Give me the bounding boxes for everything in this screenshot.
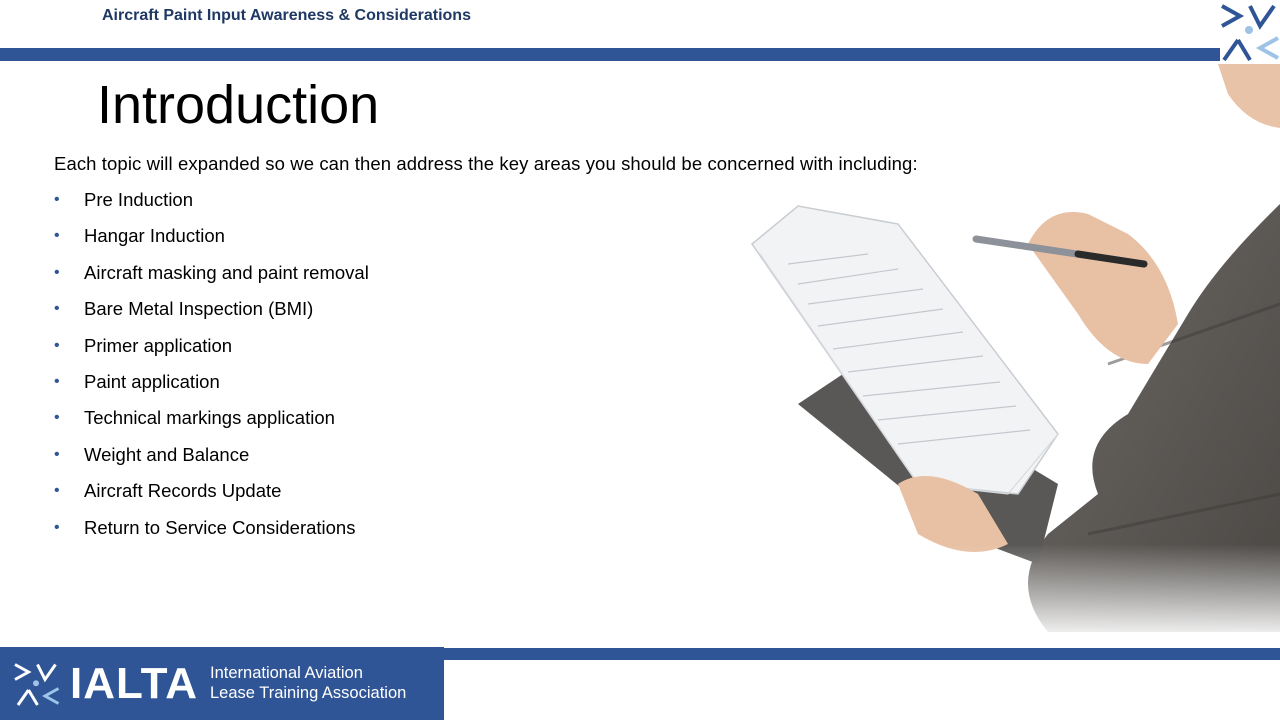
footer-brand: IALTA — [70, 658, 198, 708]
list-item — [54, 189, 369, 225]
footer-logo — [0, 647, 444, 720]
person-holding-documents-photo — [748, 64, 1280, 632]
list-item-label: Return to Service Considerations — [84, 516, 356, 538]
list-item-label: Hangar Induction — [84, 225, 225, 247]
bullet-icon: • — [54, 372, 60, 390]
footer-subtitle — [210, 664, 406, 704]
slide-title: Introduction — [97, 75, 380, 135]
list-item — [54, 262, 369, 298]
list-item-label: Pre Induction — [84, 189, 194, 210]
list-item — [54, 444, 369, 480]
bullet-icon: • — [54, 336, 60, 354]
list-item-label: Aircraft Records Update — [84, 480, 282, 502]
topic-list — [54, 189, 369, 553]
list-item-label: Primer application — [84, 334, 233, 356]
list-item-label: Technical markings application — [84, 407, 335, 429]
ialta-chevrons-icon — [12, 660, 60, 708]
bullet-icon: • — [54, 227, 60, 245]
list-item — [54, 480, 369, 516]
list-item — [54, 225, 369, 261]
ialta-chevrons-icon — [1216, 0, 1280, 64]
bottom-accent-bar — [444, 648, 1280, 660]
list-item — [54, 298, 369, 334]
footer-subtitle-line1: International Aviation — [210, 663, 363, 682]
bullet-icon: • — [54, 191, 60, 208]
list-item-label: Bare Metal Inspection (BMI) — [84, 298, 314, 320]
list-item-label: Paint application — [84, 370, 220, 392]
bullet-icon: • — [54, 445, 60, 463]
list-item — [54, 407, 369, 443]
list-item-label: Weight and Balance — [84, 443, 250, 465]
bullet-icon: • — [54, 263, 60, 281]
list-item — [54, 371, 369, 407]
bullet-icon: • — [54, 409, 60, 427]
slide-intro: Each topic will expanded so we can then address the key areas you should be concerned with including: — [54, 153, 918, 174]
top-accent-bar — [0, 48, 1220, 61]
list-item — [54, 517, 369, 553]
footer-subtitle-line2: Lease Training Association — [210, 683, 407, 702]
bullet-icon: • — [54, 300, 60, 318]
header-title: Aircraft Paint Input Awareness & Considerations — [102, 7, 471, 24]
bullet-icon: • — [54, 482, 60, 500]
list-item — [54, 335, 369, 371]
list-item-label: Aircraft masking and paint removal — [84, 261, 369, 283]
bullet-icon: • — [54, 518, 60, 536]
